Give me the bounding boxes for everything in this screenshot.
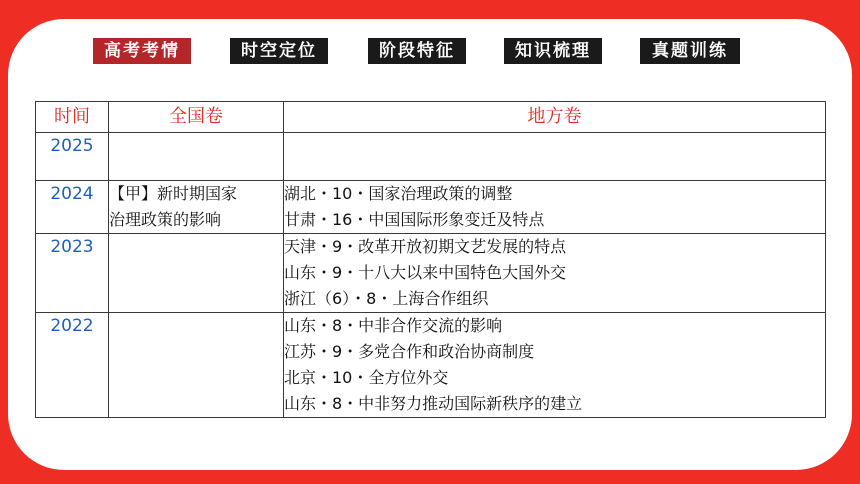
table-row (36, 313, 826, 418)
local-item: 湖北・10・国家治理政策的调整 (284, 184, 513, 203)
local-item: 山东・8・中非合作交流的影响 (284, 316, 503, 335)
header-local: 地方卷 (284, 102, 826, 133)
local-cell (284, 234, 826, 313)
table-row (36, 234, 826, 313)
local-item: 山东・8・中非努力推动国际新秩序的建立 (284, 394, 583, 413)
local-item: 浙江（6）・8・上海合作组织 (284, 289, 489, 308)
local-item: 北京・10・全方位外交 (284, 368, 449, 387)
local-item: 山东・9・十八大以来中国特色大国外交 (284, 263, 567, 282)
tab-time-space[interactable]: 时空定位 (230, 38, 328, 64)
tab-exam-analysis[interactable]: 高考考情 (93, 38, 191, 64)
header-time: 时间 (36, 102, 109, 133)
national-cell (109, 181, 284, 234)
table-row (36, 133, 826, 181)
local-cell (284, 181, 826, 234)
exam-table (35, 101, 826, 418)
tab-stage-features[interactable]: 阶段特征 (368, 38, 466, 64)
year-cell: 2025 (36, 133, 109, 181)
tab-bar (0, 38, 860, 64)
national-cell (109, 234, 284, 313)
year-cell: 2023 (36, 234, 109, 313)
local-item: 甘肃・16・中国国际形象变迁及特点 (284, 210, 545, 229)
national-cell (109, 313, 284, 418)
local-cell (284, 313, 826, 418)
year-cell: 2024 (36, 181, 109, 234)
year-cell: 2022 (36, 313, 109, 418)
table-row (36, 181, 826, 234)
table-header-row (36, 102, 826, 133)
local-item: 江苏・9・多党合作和政治协商制度 (284, 342, 535, 361)
national-cell (109, 133, 284, 181)
local-item: 天津・9・改革开放初期文艺发展的特点 (284, 237, 567, 256)
tab-exam-practice[interactable]: 真题训练 (640, 38, 740, 64)
national-item: 治理政策的影响 (109, 210, 222, 229)
local-cell (284, 133, 826, 181)
tab-knowledge[interactable]: 知识梳理 (504, 38, 602, 64)
header-national: 全国卷 (109, 102, 284, 133)
national-item: 【甲】新时期国家 (109, 184, 238, 203)
